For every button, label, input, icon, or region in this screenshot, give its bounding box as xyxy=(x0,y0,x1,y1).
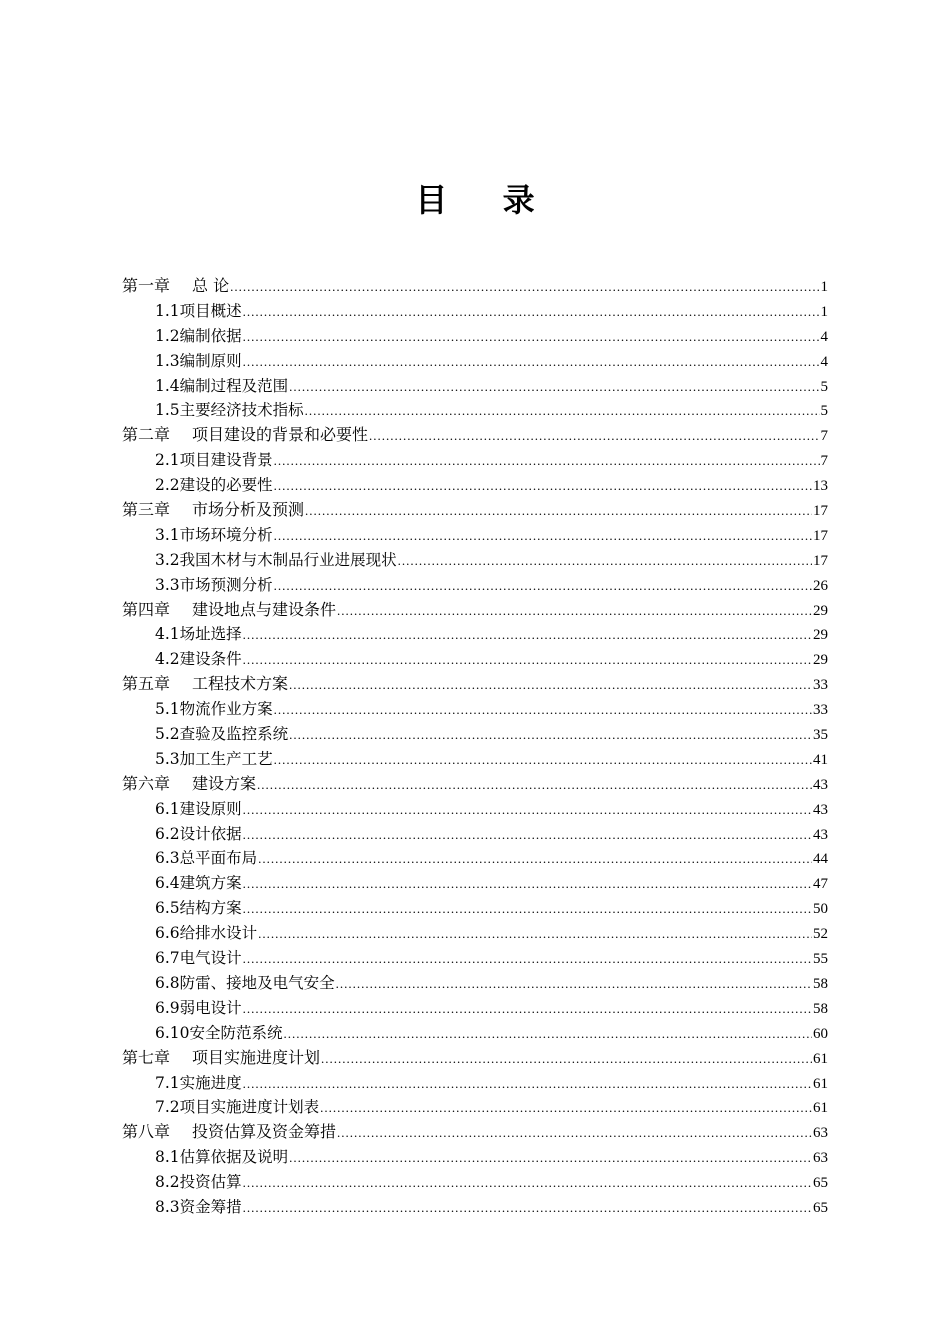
toc-entry-title: 项目建设背景 xyxy=(179,451,273,470)
toc-entry-title: 项目实施进度计划 xyxy=(192,1047,321,1067)
dot-leader xyxy=(369,424,819,449)
dot-leader xyxy=(274,449,820,474)
toc-page-number: 65 xyxy=(813,1175,828,1192)
toc-title: 目 录 xyxy=(415,181,557,219)
toc-entry-title: 查验及监控系统 xyxy=(179,725,289,744)
toc-section-entry[interactable] xyxy=(122,398,828,423)
toc-entry-number: 第六章 xyxy=(122,773,171,793)
toc-page-number: 58 xyxy=(813,1000,828,1017)
toc-page-number: 52 xyxy=(813,926,828,943)
toc-entry-title: 建设原则 xyxy=(179,799,242,818)
toc-page-number: 60 xyxy=(813,1025,828,1042)
toc-section-entry[interactable] xyxy=(122,1170,828,1195)
dot-leader xyxy=(274,474,812,499)
dot-leader xyxy=(337,1121,812,1146)
toc-page-number: 63 xyxy=(813,1125,828,1142)
toc-section-entry[interactable] xyxy=(122,846,828,871)
toc-section-entry[interactable] xyxy=(122,548,828,573)
toc-entry-number: 1.3 xyxy=(155,351,180,370)
toc-entry-title: 工程技术方案 xyxy=(192,674,289,694)
toc-entry-text xyxy=(155,871,242,896)
toc-entry-text xyxy=(155,996,242,1021)
toc-section-entry[interactable] xyxy=(122,1145,828,1170)
toc-entry-text xyxy=(155,299,242,324)
toc-page-number: 41 xyxy=(813,751,828,768)
toc-section-entry[interactable] xyxy=(122,822,828,847)
toc-section-entry[interactable] xyxy=(122,523,828,548)
toc-entry-title: 场址选择 xyxy=(179,625,242,644)
toc-entry-text xyxy=(155,398,304,423)
toc-entry-title: 编制原则 xyxy=(179,351,242,370)
toc-entry-number: 8.1 xyxy=(155,1148,180,1167)
dot-leader xyxy=(243,798,812,823)
toc-section-entry[interactable] xyxy=(122,1071,828,1096)
toc-entry-number: 第八章 xyxy=(122,1122,171,1142)
toc-section-entry[interactable] xyxy=(122,299,828,324)
toc-entry-text xyxy=(122,423,368,448)
toc-entry-number: 第七章 xyxy=(122,1047,171,1067)
toc-chapter-entry[interactable] xyxy=(122,498,828,523)
toc-entry-number: 7.1 xyxy=(155,1073,180,1092)
toc-section-entry[interactable] xyxy=(122,971,828,996)
toc-entry-title: 编制过程及范围 xyxy=(179,376,289,395)
toc-entry-number: 第五章 xyxy=(122,674,171,694)
dot-leader xyxy=(243,823,812,848)
toc-entry-number: 2.2 xyxy=(155,476,180,495)
toc-page-number: 43 xyxy=(813,826,828,843)
toc-entry-number: 6.2 xyxy=(155,824,180,843)
toc-entry-number: 5.2 xyxy=(155,725,180,744)
toc-page-number: 43 xyxy=(813,776,828,793)
dot-leader xyxy=(289,673,812,698)
toc-entry-title: 安全防范系统 xyxy=(189,1023,283,1042)
toc-entry-number: 8.2 xyxy=(155,1173,180,1192)
toc-entry-text xyxy=(122,772,256,797)
toc-chapter-entry[interactable] xyxy=(122,672,828,697)
toc-entry-number: 4.1 xyxy=(155,625,180,644)
toc-entry-text xyxy=(155,921,257,946)
toc-entry-title: 编制依据 xyxy=(179,326,242,345)
dot-leader xyxy=(284,1022,812,1047)
toc-section-entry[interactable] xyxy=(122,1195,828,1220)
dot-leader xyxy=(274,524,812,549)
toc-entry-text xyxy=(155,896,242,921)
toc-entry-text xyxy=(122,1120,336,1145)
toc-section-entry[interactable] xyxy=(122,647,828,672)
toc-entry-title: 弱电设计 xyxy=(179,998,242,1017)
dot-leader xyxy=(243,997,812,1022)
toc-entry-title: 市场环境分析 xyxy=(179,525,273,544)
toc-entry-text xyxy=(155,1145,288,1170)
toc-page-number: 44 xyxy=(813,851,828,868)
toc-entry-text xyxy=(155,324,242,349)
toc-entry-title: 估算依据及说明 xyxy=(179,1148,289,1167)
toc-entry-text xyxy=(155,1071,242,1096)
toc-entry-title: 投资估算 xyxy=(179,1173,242,1192)
dot-leader xyxy=(337,599,812,624)
dot-leader xyxy=(243,325,820,350)
toc-list xyxy=(122,274,828,1220)
toc-entry-number: 1.5 xyxy=(155,401,180,420)
toc-chapter-entry[interactable] xyxy=(122,423,828,448)
toc-entry-text xyxy=(155,822,242,847)
toc-section-entry[interactable] xyxy=(122,349,828,374)
dot-leader xyxy=(289,723,812,748)
dot-leader xyxy=(257,773,812,798)
toc-page-number: 61 xyxy=(813,1050,828,1067)
toc-entry-number: 3.2 xyxy=(155,550,180,569)
toc-entry-title: 项目实施进度计划表 xyxy=(179,1098,320,1117)
dot-leader xyxy=(305,399,820,424)
toc-chapter-entry[interactable] xyxy=(122,772,828,797)
toc-page-number: 7 xyxy=(820,453,828,470)
toc-entry-text xyxy=(155,548,397,573)
dot-leader xyxy=(398,549,812,574)
toc-page-number: 17 xyxy=(813,552,828,569)
toc-entry-number: 4.2 xyxy=(155,650,180,669)
toc-entry-number: 6.8 xyxy=(155,973,180,992)
toc-entry-text xyxy=(155,722,288,747)
toc-entry-number: 1.2 xyxy=(155,326,180,345)
toc-entry-title: 总 论 xyxy=(192,276,230,295)
toc-entry-text xyxy=(155,647,242,672)
toc-entry-number: 6.9 xyxy=(155,998,180,1017)
toc-page-number: 43 xyxy=(813,801,828,818)
toc-entry-text xyxy=(155,349,242,374)
dot-leader xyxy=(305,499,812,524)
toc-entry-number: 6.3 xyxy=(155,849,180,868)
toc-section-entry[interactable] xyxy=(122,1095,828,1120)
toc-entry-title: 电气设计 xyxy=(179,949,242,968)
toc-page-number: 55 xyxy=(813,951,828,968)
toc-entry-number: 6.1 xyxy=(155,799,180,818)
toc-entry-text xyxy=(122,1046,320,1071)
toc-entry-title: 建设方案 xyxy=(192,773,257,793)
toc-chapter-entry[interactable] xyxy=(122,1046,828,1071)
toc-section-entry[interactable] xyxy=(122,697,828,722)
toc-entry-title: 项目建设的背景和必要性 xyxy=(192,425,369,445)
dot-leader xyxy=(258,922,812,947)
toc-page-number: 17 xyxy=(813,503,828,520)
toc-entry-text xyxy=(155,1170,242,1195)
toc-entry-title: 建筑方案 xyxy=(179,874,242,893)
toc-entry-text xyxy=(122,498,304,523)
toc-entry-title: 防雷、接地及电气安全 xyxy=(179,973,335,992)
toc-section-entry[interactable] xyxy=(122,622,828,647)
toc-page-number: 33 xyxy=(813,702,828,719)
toc-page-number: 1 xyxy=(820,279,828,295)
toc-entry-number: 第二章 xyxy=(122,425,171,445)
toc-page-number: 61 xyxy=(813,1075,828,1092)
dot-leader xyxy=(243,897,812,922)
dot-leader xyxy=(336,972,812,997)
dot-leader xyxy=(243,1171,812,1196)
toc-entry-title: 建设的必要性 xyxy=(179,476,273,495)
toc-entry-title: 建设条件 xyxy=(179,650,242,669)
toc-section-entry[interactable] xyxy=(122,573,828,598)
toc-page-number: 47 xyxy=(813,876,828,893)
toc-entry-number: 第三章 xyxy=(122,500,171,520)
toc-page-number: 1 xyxy=(820,303,828,320)
toc-page-number: 5 xyxy=(820,378,828,395)
dot-leader xyxy=(274,748,812,773)
toc-section-entry[interactable] xyxy=(122,896,828,921)
toc-page-number: 17 xyxy=(813,527,828,544)
toc-entry-number: 5.3 xyxy=(155,749,180,768)
toc-section-entry[interactable] xyxy=(122,921,828,946)
dot-leader xyxy=(243,350,820,375)
dot-leader xyxy=(243,1196,812,1221)
toc-entry-title: 实施进度 xyxy=(179,1073,242,1092)
dot-leader xyxy=(243,947,812,972)
toc-entry-text xyxy=(155,374,288,399)
toc-section-entry[interactable] xyxy=(122,324,828,349)
toc-entry-number: 8.3 xyxy=(155,1197,180,1216)
toc-page-number: 61 xyxy=(813,1100,828,1117)
toc-section-entry[interactable] xyxy=(122,722,828,747)
toc-entry-number: 1.1 xyxy=(155,301,180,320)
toc-entry-text xyxy=(155,946,242,971)
dot-leader xyxy=(289,1146,812,1171)
toc-entry-title: 总平面布局 xyxy=(179,849,258,868)
toc-page-number: 63 xyxy=(813,1150,828,1167)
dot-leader xyxy=(243,1072,812,1097)
toc-entry-text xyxy=(155,523,273,548)
toc-section-entry[interactable] xyxy=(122,946,828,971)
toc-entry-text xyxy=(122,672,288,697)
toc-entry-text xyxy=(155,622,242,647)
toc-entry-title: 结构方案 xyxy=(179,899,242,918)
dot-leader xyxy=(243,623,812,648)
dot-leader xyxy=(274,698,812,723)
toc-entry-number: 7.2 xyxy=(155,1098,180,1117)
toc-page-number: 35 xyxy=(813,727,828,744)
toc-entry-title: 投资估算及资金筹措 xyxy=(192,1122,337,1142)
toc-entry-number: 3.3 xyxy=(155,575,180,594)
toc-entry-number: 5.1 xyxy=(155,700,180,719)
toc-page-number: 4 xyxy=(820,328,828,345)
toc-entry-text xyxy=(155,1095,319,1120)
toc-section-entry[interactable] xyxy=(122,374,828,399)
toc-entry-text xyxy=(155,697,273,722)
toc-entry-text xyxy=(155,846,257,871)
toc-entry-number: 6.5 xyxy=(155,899,180,918)
dot-leader xyxy=(321,1047,812,1072)
toc-entry-title: 市场分析及预测 xyxy=(192,500,305,520)
toc-chapter-entry[interactable] xyxy=(122,274,828,299)
dot-leader xyxy=(243,300,820,325)
toc-entry-text xyxy=(122,598,336,623)
toc-page-number: 29 xyxy=(813,602,828,619)
toc-entry-title: 给排水设计 xyxy=(179,924,258,943)
toc-entry-title: 物流作业方案 xyxy=(179,700,273,719)
toc-entry-text xyxy=(155,1021,283,1046)
toc-page-number: 29 xyxy=(813,652,828,669)
toc-chapter-entry[interactable] xyxy=(122,598,828,623)
toc-entry-text xyxy=(155,473,273,498)
toc-entry-number: 6.4 xyxy=(155,874,180,893)
toc-page-number: 5 xyxy=(820,403,828,420)
toc-section-entry[interactable] xyxy=(122,473,828,498)
toc-entry-number: 3.1 xyxy=(155,525,180,544)
toc-page-number: 33 xyxy=(813,677,828,694)
toc-entry-title: 加工生产工艺 xyxy=(179,749,273,768)
toc-entry-title: 建设地点与建设条件 xyxy=(192,599,337,619)
toc-entry-number: 6.10 xyxy=(155,1023,190,1042)
toc-chapter-entry[interactable] xyxy=(122,1120,828,1145)
dot-leader xyxy=(320,1096,812,1121)
toc-section-entry[interactable] xyxy=(122,797,828,822)
toc-entry-number: 6.6 xyxy=(155,924,180,943)
toc-entry-text xyxy=(155,1195,242,1220)
dot-leader xyxy=(289,375,819,400)
toc-entry-text xyxy=(122,274,229,299)
dot-leader xyxy=(243,872,812,897)
toc-page-number: 4 xyxy=(820,353,828,370)
toc-entry-title: 项目概述 xyxy=(179,301,242,320)
toc-page-number: 7 xyxy=(820,428,828,445)
dot-leader xyxy=(230,275,819,300)
toc-entry-title: 市场预测分析 xyxy=(179,575,273,594)
toc-page-number: 29 xyxy=(813,627,828,644)
toc-entry-number: 第四章 xyxy=(122,599,171,619)
toc-entry-number: 1.4 xyxy=(155,376,180,395)
toc-entry-title: 设计依据 xyxy=(179,824,242,843)
toc-page-number: 58 xyxy=(813,975,828,992)
toc-entry-text xyxy=(155,573,273,598)
dot-leader xyxy=(258,847,812,872)
toc-page-number: 13 xyxy=(813,478,828,495)
toc-entry-title: 资金筹措 xyxy=(179,1197,242,1216)
toc-entry-number: 2.1 xyxy=(155,451,180,470)
toc-page-number: 65 xyxy=(813,1199,828,1216)
toc-page-number: 50 xyxy=(813,901,828,918)
toc-entry-text xyxy=(155,448,273,473)
toc-entry-number: 6.7 xyxy=(155,949,180,968)
toc-entry-text xyxy=(155,971,335,996)
toc-entry-title: 主要经济技术指标 xyxy=(179,401,304,420)
dot-leader xyxy=(243,648,812,673)
toc-section-entry[interactable] xyxy=(122,871,828,896)
toc-entry-number: 第一章 xyxy=(122,276,171,295)
toc-section-entry[interactable] xyxy=(122,747,828,772)
toc-entry-text xyxy=(155,747,273,772)
dot-leader xyxy=(274,574,812,599)
toc-page-number: 26 xyxy=(813,577,828,594)
toc-entry-title: 我国木材与木制品行业进展现状 xyxy=(179,550,397,569)
toc-section-entry[interactable] xyxy=(122,1021,828,1046)
toc-entry-text xyxy=(155,797,242,822)
toc-section-entry[interactable] xyxy=(122,996,828,1021)
toc-section-entry[interactable] xyxy=(122,448,828,473)
